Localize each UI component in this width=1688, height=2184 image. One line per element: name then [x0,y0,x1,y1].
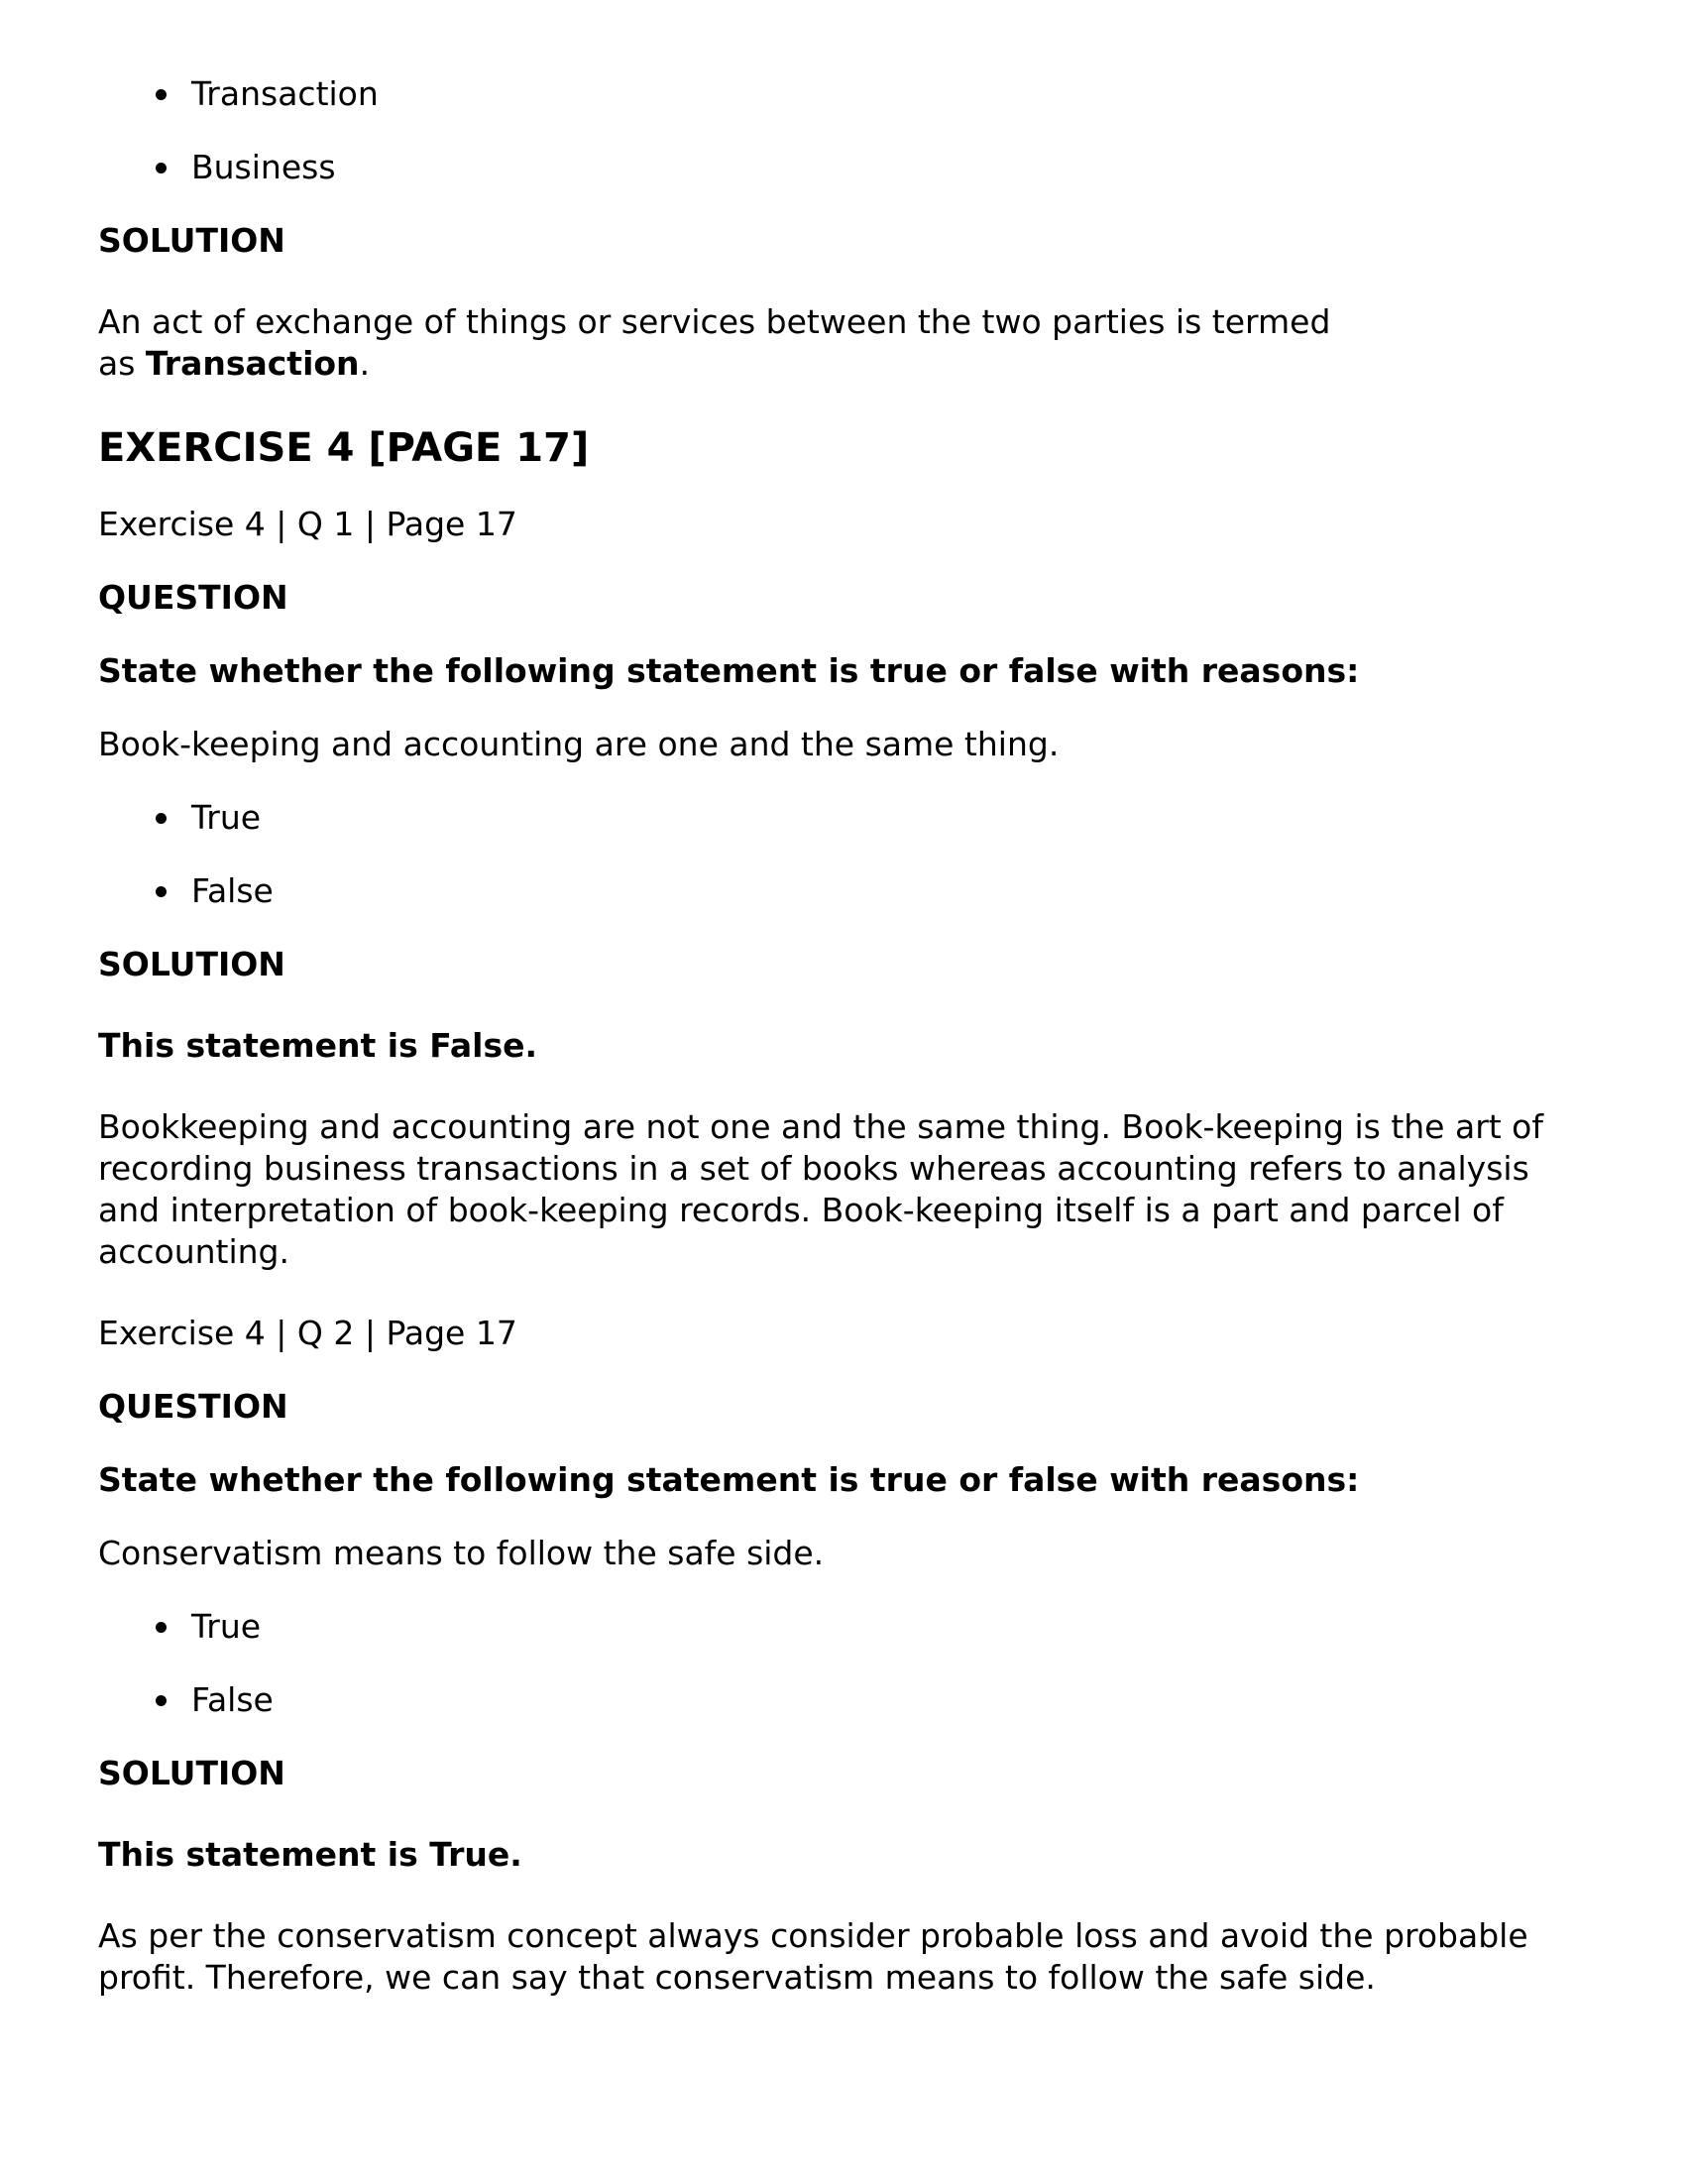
solution-explanation: Bookkeeping and accounting are not one and the same thing. Book-keeping is the art of recording business transactions in a set of books whereas accounting refers to analysis and interpretation of book-keeping records. Book-keeping itself is a part and parcel of accounting. [98,1107,1543,1271]
question-instruction: State whether the following statement is true or false with reasons: [98,651,1360,690]
solution-verdict: This statement is True. [98,1835,522,1874]
option-item: False [98,1679,1585,1721]
option-item: True [98,1606,1585,1648]
solution-explanation: As per the conservatism concept always consider probable loss and avoid the probable profit. Therefore, we can say that conservatism means to follow the safe side. [98,1916,1528,1997]
option-item: True [98,797,1585,839]
question-statement: Book-keeping and accounting are one and the same thing. [98,725,1060,763]
question-label: QUESTION [98,578,288,617]
solution-text-prefix: An act of exchange of things or services between the two parties is termed as [98,302,1331,383]
solution-text-bold: Transaction [145,344,360,383]
solution-label: SOLUTION [98,221,285,260]
solution-label: SOLUTION [98,945,285,983]
document-page [98,73,1585,2038]
solution-text-suffix: . [359,344,371,383]
solution-label: SOLUTION [98,1754,285,1792]
option-item: Transaction [98,73,1585,115]
question-meta: Exercise 4 | Q 2 | Page 17 [98,1314,517,1352]
option-item: False [98,870,1585,912]
question-label: QUESTION [98,1387,288,1426]
solution-verdict: This statement is False. [98,1026,538,1065]
option-item: Business [98,147,1585,188]
exercise-heading: EXERCISE 4 [PAGE 17] [98,425,590,471]
question-meta: Exercise 4 | Q 1 | Page 17 [98,505,517,543]
solution-text [98,301,1347,385]
question-statement: Conservatism means to follow the safe side. [98,1534,825,1572]
options-list [98,1606,1585,1721]
options-list [98,797,1585,912]
prev-options-list [98,73,1585,188]
question-instruction: State whether the following statement is true or false with reasons: [98,1460,1360,1499]
